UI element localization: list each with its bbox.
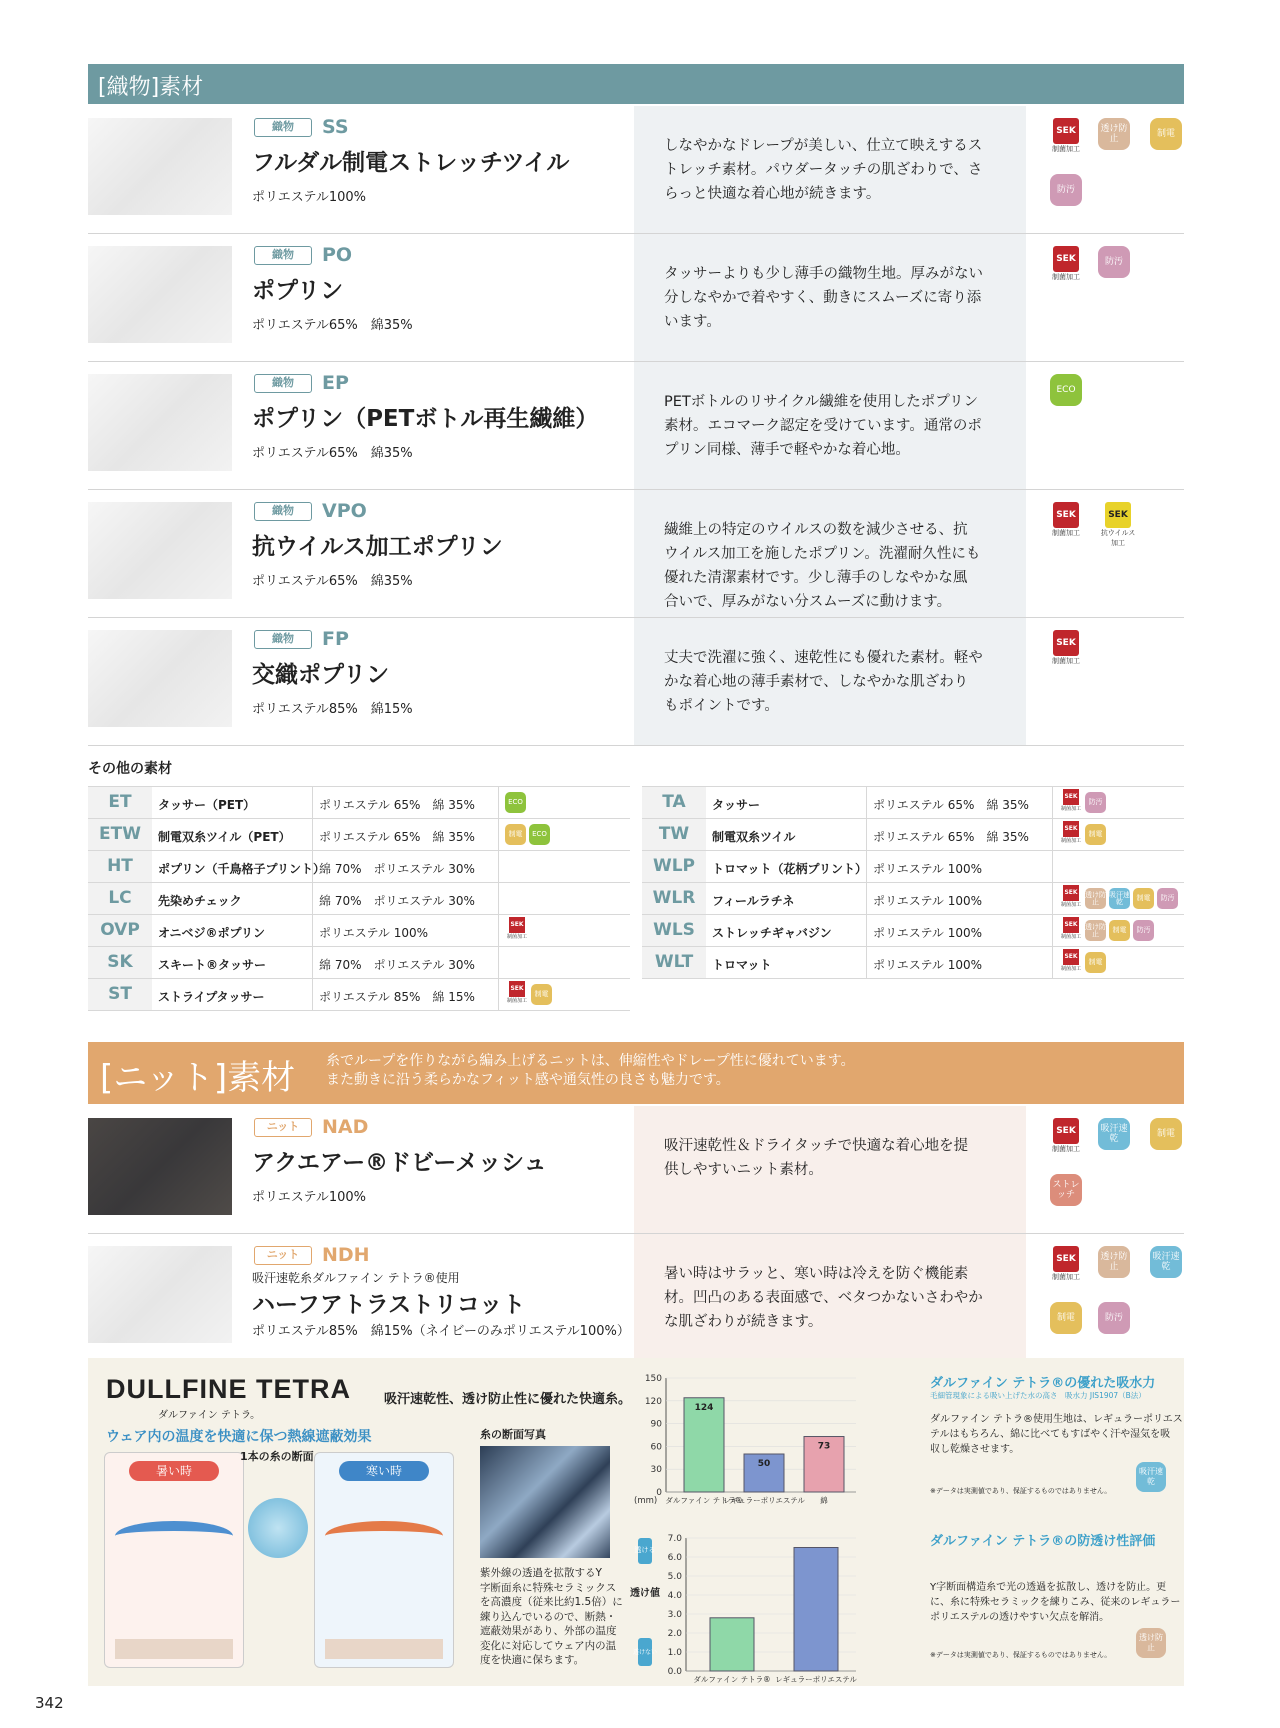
desc-line: に、糸に特殊セラミックを練りこみ、従来のレギュラー bbox=[930, 1597, 1181, 1608]
material-icons bbox=[498, 915, 630, 946]
sek-label: 制菌加工 bbox=[1052, 1145, 1080, 1153]
fabric-name: ポプリン（PETボトル再生繊維） bbox=[252, 406, 599, 432]
material-code: OVP bbox=[88, 915, 152, 946]
sek-label: 制菌加工 bbox=[1060, 902, 1081, 908]
sek-icon bbox=[1046, 118, 1086, 154]
desc-line: 吸汗速乾性＆ドライタッチで快適な着心地を提 bbox=[664, 1138, 969, 1154]
sek-label: 抗ウイルス加工 bbox=[1100, 529, 1136, 547]
hot-label: 暑い時 bbox=[129, 1461, 219, 1481]
sheer-title: ダルファイン テトラ®の防透け性評価 bbox=[930, 1534, 1156, 1549]
kyuuhan-icon: 吸汗速乾 bbox=[1109, 888, 1130, 909]
sek-icon bbox=[1046, 502, 1086, 538]
sek-icon bbox=[1046, 246, 1086, 282]
fabric-type-tag: 織物 bbox=[254, 374, 312, 393]
other-material-row bbox=[88, 979, 630, 1011]
fabric-type-tag: ニット bbox=[254, 1118, 312, 1137]
fabric-icons bbox=[1046, 502, 1184, 610]
sek-mark-icon: SEK bbox=[1053, 1246, 1079, 1272]
y-tick-label: 0 bbox=[656, 1488, 662, 1498]
fabric-name: アクエアー®ドビーメッシュ bbox=[252, 1150, 547, 1176]
other-material-row bbox=[88, 947, 630, 979]
sek-icon bbox=[505, 981, 529, 1004]
material-icons bbox=[498, 883, 630, 914]
material-code: ST bbox=[88, 979, 152, 1010]
desc-line: を高濃度（従来比約1.5倍）に bbox=[480, 1596, 623, 1608]
sek-icon bbox=[1059, 885, 1083, 908]
desc-line: 糸でループを作りながら編み上げるニットは、伸縮性やドレープ性に優れています。 bbox=[326, 1053, 855, 1069]
fabric-composition: ポリエステル65% 綿35% bbox=[252, 318, 413, 333]
desc-line: らっと快適な着心地が続きます。 bbox=[664, 186, 881, 202]
material-composition: ポリエステル 65% 綿 35% bbox=[312, 819, 475, 850]
sek-mark-icon: SEK bbox=[1063, 949, 1079, 965]
material-composition: ポリエステル 100% bbox=[866, 915, 982, 946]
fabric-swatch bbox=[88, 118, 232, 215]
fabric-name: ハーフアトラストリコット bbox=[252, 1292, 526, 1318]
fabric-description bbox=[634, 618, 1026, 745]
sek-label: 制菌加工 bbox=[1052, 273, 1080, 281]
data-label: 50 bbox=[757, 1459, 771, 1469]
material-icons bbox=[498, 947, 630, 978]
material-code: ETW bbox=[88, 819, 152, 850]
cold-label: 寒い時 bbox=[339, 1461, 429, 1481]
material-code: ET bbox=[88, 787, 152, 818]
fabric-description bbox=[634, 490, 1026, 617]
sukeboushi-icon: 透け防止 bbox=[1085, 888, 1106, 909]
material-composition: ポリエステル 100% bbox=[866, 883, 982, 914]
desc-line: ポリエステルの透けやすい欠点を解消。 bbox=[930, 1612, 1110, 1623]
sek-label: 制菌加工 bbox=[1052, 529, 1080, 537]
material-composition: ポリエステル 65% 綿 35% bbox=[312, 787, 475, 818]
material-code: SK bbox=[88, 947, 152, 978]
material-icons bbox=[498, 979, 630, 1010]
other-material-row bbox=[642, 915, 1184, 947]
skin-block bbox=[325, 1639, 443, 1659]
fabric-swatch bbox=[88, 502, 232, 599]
section-title: [織物]素材 bbox=[98, 75, 204, 100]
sek-label: 制菌加工 bbox=[1052, 657, 1080, 665]
seiden-icon: 制電 bbox=[1150, 1118, 1182, 1150]
sek-icon bbox=[1059, 821, 1083, 844]
y-tick-label: 90 bbox=[650, 1419, 662, 1430]
cross-photo-title: 糸の断面写真 bbox=[480, 1428, 546, 1441]
fabric-row bbox=[88, 1234, 1184, 1362]
sheer-top-label: 透ける bbox=[634, 1546, 656, 1554]
desc-line: ダルファイン テトラ®使用生地は、レギュラーポリエス bbox=[930, 1414, 1183, 1425]
sheer-description bbox=[930, 1580, 1180, 1625]
fabric-row bbox=[88, 362, 1184, 490]
fabric-code: NDH bbox=[322, 1244, 370, 1266]
desc-line: 丈夫で洗濯に強く、速乾性にも優れた素材。軽や bbox=[664, 650, 983, 666]
desc-line: います。 bbox=[664, 314, 721, 330]
y-tick-label: 30 bbox=[650, 1465, 662, 1476]
material-composition: ポリエステル 100% bbox=[312, 915, 428, 946]
fabric-code: NAD bbox=[322, 1116, 369, 1138]
fabric-name: 交織ポプリン bbox=[252, 662, 390, 688]
sek-label: 制菌加工 bbox=[1052, 1273, 1080, 1281]
other-materials-left-table bbox=[88, 786, 630, 1011]
y-tick-label: 150 bbox=[644, 1374, 662, 1384]
y-axis-unit: (mm) bbox=[634, 1496, 658, 1506]
other-materials-right-table bbox=[642, 786, 1184, 979]
fabric-code: PO bbox=[322, 244, 353, 266]
fabric-name: ポプリン bbox=[252, 278, 344, 304]
desc-line: PETボトルのリサイクル繊維を使用したポプリン bbox=[664, 394, 979, 410]
sek-mark-icon: SEK bbox=[1053, 502, 1079, 528]
material-name: トロマット bbox=[712, 958, 772, 972]
fabric-composition: ポリエステル100% bbox=[252, 1190, 366, 1205]
fabric-code: VPO bbox=[322, 500, 367, 522]
desc-line: しなやかなドレープが美しい、仕立て映えするス bbox=[664, 138, 983, 154]
y-tick-label: 6.0 bbox=[667, 1553, 682, 1563]
stretch-icon: ストレッチ bbox=[1050, 1174, 1082, 1206]
heat-title: ウェア内の温度を快適に保つ熱線遮蔽効果 bbox=[106, 1429, 372, 1445]
material-name: オニベジ®ポプリン bbox=[158, 926, 266, 940]
fabric-row bbox=[88, 618, 1184, 746]
bouo-icon: 防汚 bbox=[1133, 920, 1154, 941]
fabric-type-tag: 織物 bbox=[254, 630, 312, 649]
fabric-composition: ポリエステル85% 綿15%（ネイビーのみポリエステル100%） bbox=[252, 1324, 630, 1339]
other-material-row bbox=[88, 851, 630, 883]
material-composition: 綿 70% ポリエステル 30% bbox=[312, 947, 475, 978]
cross-section-description bbox=[480, 1566, 623, 1668]
desc-line: 供しやすいニット素材。 bbox=[664, 1162, 823, 1178]
sukeboushi-icon: 透け防止 bbox=[1098, 1246, 1130, 1278]
y-tick-label: 7.0 bbox=[667, 1534, 682, 1544]
material-name: スキート®タッサー bbox=[158, 958, 267, 972]
cross-section-photo bbox=[480, 1446, 610, 1558]
x-tick-label: ダルファイン テトラ® bbox=[693, 1675, 771, 1684]
desc-line: 度を快適に保ちます。 bbox=[480, 1654, 585, 1666]
x-tick-label: ダルファイン テトラ® bbox=[665, 1496, 743, 1505]
other-material-row bbox=[642, 947, 1184, 979]
fabric-icons bbox=[1046, 1118, 1184, 1226]
dullfine-logo-kana: ダルファイン テトラ。 bbox=[158, 1410, 261, 1421]
seiden-icon: 制電 bbox=[1085, 952, 1106, 973]
sek-label: 制菌加工 bbox=[1060, 806, 1081, 812]
fabric-row bbox=[88, 490, 1184, 618]
material-composition: ポリエステル 100% bbox=[866, 947, 982, 978]
sheer-axis-label: 透け値 bbox=[630, 1588, 660, 1599]
fabric-icons bbox=[1046, 1246, 1184, 1354]
bar bbox=[794, 1548, 838, 1672]
fabric-icons bbox=[1046, 630, 1184, 738]
sek-label: 制菌加工 bbox=[506, 934, 527, 940]
sek-mark-icon: SEK bbox=[1053, 630, 1079, 656]
y-tick-label: 3.0 bbox=[667, 1610, 682, 1620]
knit-section-banner bbox=[88, 1042, 1184, 1104]
thread-title: 1本の糸の断面 bbox=[240, 1450, 314, 1463]
material-code: TA bbox=[642, 787, 706, 818]
material-icons bbox=[1052, 819, 1184, 850]
material-code: TW bbox=[642, 819, 706, 850]
fabric-type-tag: ニット bbox=[254, 1246, 312, 1265]
bouo-icon: 防汚 bbox=[1098, 1302, 1130, 1334]
material-code: WLS bbox=[642, 915, 706, 946]
bar bbox=[710, 1618, 754, 1671]
fabric-arc bbox=[325, 1521, 443, 1551]
fabric-description bbox=[634, 234, 1026, 361]
sukeboushi-icon: 透け防止 bbox=[1098, 118, 1130, 150]
fabric-row bbox=[88, 106, 1184, 234]
material-composition: ポリエステル 65% 綿 35% bbox=[866, 819, 1029, 850]
material-icons bbox=[1052, 915, 1184, 946]
seiden-icon: 制電 bbox=[1133, 888, 1154, 909]
sek-mark-icon: SEK bbox=[1063, 885, 1079, 901]
material-name: フィールラチネ bbox=[712, 894, 795, 908]
fabric-swatch bbox=[88, 374, 232, 471]
fabric-composition: ポリエステル100% bbox=[252, 190, 366, 205]
fabric-composition: ポリエステル65% 綿35% bbox=[252, 574, 413, 589]
skin-block bbox=[115, 1639, 233, 1659]
sek-mark-icon: SEK bbox=[1063, 789, 1079, 805]
kyuuhan-icon: 吸汗速乾 bbox=[1136, 1462, 1166, 1492]
y-tick-label: 0.0 bbox=[667, 1667, 682, 1677]
other-material-row bbox=[88, 787, 630, 819]
desc-line: もポイントです。 bbox=[664, 698, 779, 714]
desc-line: 練り込んでいるので、断熱・ bbox=[480, 1610, 617, 1623]
fabric-composition: ポリエステル85% 綿15% bbox=[252, 702, 413, 717]
absorb-description bbox=[930, 1412, 1183, 1457]
sek-icon bbox=[1046, 1246, 1086, 1282]
data-label: 73 bbox=[817, 1441, 831, 1452]
desc-line: 合いで、厚みがない分スムーズに動けます。 bbox=[664, 594, 952, 610]
dullfine-tetra-panel bbox=[88, 1358, 1184, 1686]
y-tick-label: 4.0 bbox=[667, 1591, 682, 1601]
sek-label: 制菌加工 bbox=[1052, 145, 1080, 153]
desc-line: かな着心地の薄手素材で、しなやかな肌ざわり bbox=[664, 674, 969, 690]
material-icons bbox=[498, 819, 630, 850]
material-code: WLR bbox=[642, 883, 706, 914]
material-icons bbox=[1052, 851, 1184, 882]
fabric-swatch bbox=[88, 630, 232, 727]
material-composition: 綿 70% ポリエステル 30% bbox=[312, 883, 475, 914]
desc-line: Y字断面構造糸で光の透過を拡散し、透けを防止。更 bbox=[930, 1582, 1167, 1593]
material-name: ストライプタッサー bbox=[158, 990, 265, 1004]
dullfine-logo: DULLFINE TETRA bbox=[106, 1374, 351, 1404]
desc-line: トレッチ素材。パウダータッチの肌ざわりで、さ bbox=[664, 162, 983, 178]
y-tick-label: 5.0 bbox=[667, 1572, 682, 1582]
x-tick-label: レギュラーポリエステル bbox=[723, 1496, 805, 1505]
fabric-row bbox=[88, 234, 1184, 362]
kyuuhan-icon: 吸汗速乾 bbox=[1098, 1118, 1130, 1150]
desc-line: テルはもちろん、綿に比べてもすばやく汗や湿気を吸 bbox=[930, 1429, 1171, 1440]
other-materials-title: その他の素材 bbox=[88, 761, 172, 777]
desc-line: 分しなやかで着やすく、動きにスムーズに寄り添 bbox=[664, 290, 982, 306]
absorb-note: ※データは実測値であり、保証するものではありません。 bbox=[930, 1487, 1112, 1495]
cold-panel bbox=[314, 1452, 454, 1668]
sek-mark-icon: SEK bbox=[509, 917, 525, 933]
desc-line: 変化に対応してウェア内の温 bbox=[480, 1639, 617, 1652]
desc-line: 遮蔽効果があり、外部の温度 bbox=[480, 1625, 617, 1637]
desc-line: 字断面糸に特殊セラミックス bbox=[480, 1581, 617, 1594]
desc-line: また動きに沿う柔らかなフィット感や通気性の良さも魅力です。 bbox=[326, 1072, 730, 1088]
thread-cross-section bbox=[248, 1498, 308, 1558]
y-tick-label: 60 bbox=[650, 1442, 662, 1453]
material-code: WLT bbox=[642, 947, 706, 978]
desc-line: プリン同様、薄手で軽やかな着心地。 bbox=[664, 442, 910, 458]
sek-mark-icon: SEK bbox=[509, 981, 525, 997]
seiden-icon: 制電 bbox=[505, 824, 526, 845]
x-tick-label: レギュラーポリエステル bbox=[775, 1675, 857, 1684]
x-tick-label: 綿 bbox=[820, 1496, 828, 1505]
y-tick-label: 120 bbox=[644, 1396, 662, 1407]
fabric-name: 抗ウイルス加工ポプリン bbox=[252, 534, 503, 560]
antiviral-sek-icon bbox=[1098, 502, 1138, 548]
sek-mark-icon: SEK bbox=[1053, 246, 1079, 272]
absorb-title: ダルファイン テトラ®の優れた吸水力 bbox=[930, 1376, 1156, 1391]
desc-line: 収し乾燥させます。 bbox=[930, 1444, 1020, 1455]
material-icons bbox=[1052, 883, 1184, 914]
sek-mark-icon: SEK bbox=[1063, 821, 1079, 837]
page-number: 342 bbox=[35, 1694, 64, 1712]
sheer-chart bbox=[630, 1526, 860, 1686]
material-icons bbox=[1052, 787, 1184, 818]
eco-icon: ECO bbox=[1050, 374, 1082, 406]
bouo-icon: 防汚 bbox=[1050, 174, 1082, 206]
other-material-row bbox=[642, 787, 1184, 819]
sek-icon bbox=[1059, 949, 1083, 972]
sheer-note: ※データは実測値であり、保証するものではありません。 bbox=[930, 1651, 1112, 1659]
sukeboushi-icon: 透け防止 bbox=[1136, 1628, 1166, 1658]
seiden-icon: 制電 bbox=[1109, 920, 1130, 941]
seiden-icon: 制電 bbox=[1150, 118, 1182, 150]
material-composition: ポリエステル 65% 綿 35% bbox=[866, 787, 1029, 818]
fabric-arc bbox=[115, 1521, 233, 1551]
woven-section-banner bbox=[88, 64, 1184, 104]
fabric-name: フルダル制電ストレッチツイル bbox=[252, 150, 570, 176]
dullfine-tagline: 吸汗速乾性、透け防止性に優れた快適糸。 bbox=[384, 1392, 632, 1407]
material-icons bbox=[498, 851, 630, 882]
desc-line: 素材。エコマーク認定を受けています。通常のポ bbox=[664, 418, 982, 434]
fabric-code: SS bbox=[322, 116, 349, 138]
sek-label: 制菌加工 bbox=[1060, 966, 1081, 972]
desc-line: ウイルス加工を施したポプリン。洗濯耐久性にも bbox=[664, 546, 981, 562]
material-name: タッサー bbox=[712, 798, 761, 812]
fabric-type-tag: 織物 bbox=[254, 246, 312, 265]
sek-mark-icon: SEK bbox=[1105, 502, 1131, 528]
sek-label: 制菌加工 bbox=[1060, 934, 1081, 940]
other-material-row bbox=[88, 819, 630, 851]
desc-line: な肌ざわりが続きます。 bbox=[664, 1314, 823, 1330]
sek-icon bbox=[1059, 789, 1083, 812]
fabric-row bbox=[88, 1106, 1184, 1234]
section-title: [ニット]素材 bbox=[100, 1058, 296, 1098]
data-label: 124 bbox=[694, 1402, 714, 1413]
fabric-icons bbox=[1046, 246, 1184, 354]
fabric-description bbox=[634, 106, 1026, 233]
other-material-row bbox=[642, 883, 1184, 915]
seiden-icon: 制電 bbox=[1050, 1302, 1082, 1334]
material-name: 先染めチェック bbox=[158, 894, 242, 908]
material-name: タッサー（PET） bbox=[158, 798, 256, 812]
material-composition: ポリエステル 85% 綿 15% bbox=[312, 979, 475, 1010]
fabric-description bbox=[634, 362, 1026, 489]
other-material-row bbox=[88, 915, 630, 947]
other-material-row bbox=[88, 883, 630, 915]
seiden-icon: 制電 bbox=[1085, 824, 1106, 845]
desc-line: 繊維上の特定のウイルスの数を減少させる、抗 bbox=[664, 522, 968, 538]
material-code: LC bbox=[88, 883, 152, 914]
sek-icon bbox=[1046, 630, 1086, 666]
fabric-code: EP bbox=[322, 372, 349, 394]
material-composition: ポリエステル 100% bbox=[866, 851, 982, 882]
fabric-swatch bbox=[88, 1246, 232, 1343]
bouo-icon: 防汚 bbox=[1098, 246, 1130, 278]
desc-line: 材。凹凸のある表面感で、ベタつかないさわやか bbox=[664, 1290, 983, 1306]
material-name: ストレッチギャバジン bbox=[712, 926, 832, 940]
fabric-type-tag: 織物 bbox=[254, 502, 312, 521]
fabric-icons bbox=[1046, 374, 1184, 482]
fabric-pre: 吸汗速乾糸ダルファイン テトラ®使用 bbox=[252, 1271, 460, 1285]
fabric-type-tag: 織物 bbox=[254, 118, 312, 137]
eco-icon: ECO bbox=[529, 824, 550, 845]
sukeboushi-icon: 透け防止 bbox=[1085, 920, 1106, 941]
sheer-bottom-label: 透けない bbox=[632, 1649, 658, 1656]
material-code: WLP bbox=[642, 851, 706, 882]
bouo-icon: 防汚 bbox=[1085, 792, 1106, 813]
material-icons bbox=[1052, 947, 1184, 978]
other-material-row bbox=[642, 851, 1184, 883]
material-name: 制電双糸ツイル（PET） bbox=[158, 830, 291, 844]
fabric-code: FP bbox=[322, 628, 349, 650]
fabric-composition: ポリエステル65% 綿35% bbox=[252, 446, 413, 461]
sek-icon bbox=[1059, 917, 1083, 940]
material-code: HT bbox=[88, 851, 152, 882]
desc-line: 紫外線の透過を拡散するY bbox=[480, 1567, 602, 1579]
absorb-chart bbox=[630, 1370, 860, 1518]
fabric-icons bbox=[1046, 118, 1184, 226]
material-name: 制電双糸ツイル bbox=[712, 830, 796, 844]
other-material-row bbox=[642, 819, 1184, 851]
fabric-description bbox=[634, 1234, 1026, 1361]
sek-label: 制菌加工 bbox=[1060, 838, 1081, 844]
sek-icon bbox=[505, 917, 529, 940]
sek-mark-icon: SEK bbox=[1053, 118, 1079, 144]
y-tick-label: 1.0 bbox=[667, 1648, 682, 1658]
material-composition: 綿 70% ポリエステル 30% bbox=[312, 851, 475, 882]
sek-icon bbox=[1046, 1118, 1086, 1154]
material-name: ポプリン（千鳥格子プリント） bbox=[158, 862, 326, 876]
sek-mark-icon: SEK bbox=[1053, 1118, 1079, 1144]
absorb-subtitle: 毛細管現象による吸い上げた水の高さ 吸水力 JIS1907（B法） bbox=[930, 1391, 1146, 1400]
eco-icon: ECO bbox=[505, 792, 526, 813]
material-name: トロマット（花柄プリント） bbox=[712, 862, 868, 876]
y-tick-label: 2.0 bbox=[667, 1629, 682, 1639]
fabric-swatch bbox=[88, 246, 232, 343]
fabric-swatch bbox=[88, 1118, 232, 1215]
seiden-icon: 制電 bbox=[531, 984, 552, 1005]
desc-line: タッサーよりも少し薄手の織物生地。厚みがない bbox=[664, 266, 983, 282]
fabric-description bbox=[634, 1106, 1026, 1233]
section-description bbox=[326, 1052, 855, 1090]
material-icons bbox=[498, 787, 630, 818]
hot-panel bbox=[104, 1452, 244, 1668]
desc-line: 暑い時はサラッと、寒い時は冷えを防ぐ機能素 bbox=[664, 1266, 969, 1282]
bouo-icon: 防汚 bbox=[1157, 888, 1178, 909]
sek-label: 制菌加工 bbox=[506, 998, 527, 1004]
kyuuhan-icon: 吸汗速乾 bbox=[1150, 1246, 1182, 1278]
desc-line: 優れた清潔素材です。少し薄手のしなやかな風 bbox=[664, 570, 968, 586]
sek-mark-icon: SEK bbox=[1063, 917, 1079, 933]
